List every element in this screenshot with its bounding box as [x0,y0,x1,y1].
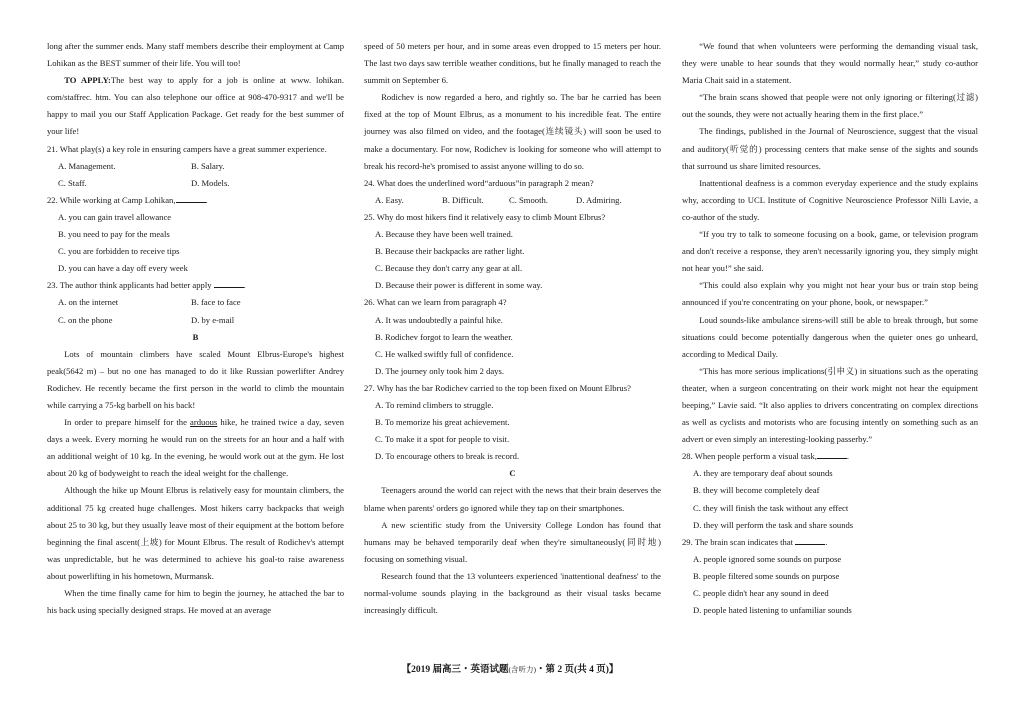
paragraph: Although the hike up Mount Elbrus is relatively easy for mountain climbers, the additional 75 kg created huge challenges. Most hikers carry backpacks that weigh about 25 to 30 kg, but they usually leave most of their equipment at the bottom before beginning the final ascent(上坡) for Mount Elbrus. The result of Rodichev's attempt was unpredictable, but he was determined to achieve his goal-to raise awareness about powerlifting in his hometown, Murmansk. [47,485,344,581]
paragraph: Rodichev is now regarded a hero, and rightly so. The bar he carried has been fixed at the top of Mount Elbrus, as a monument to his incredible feat. The entire journey was also filmed on video, and the footage(连续镜头) will soon be used to make a documentary. For now, Rodichev is looking for someone who will attempt to break his record-he's promised to assist anyone willing to do so. [364,92,661,171]
option: A. Management. [58,160,116,171]
option: A. on the internet [58,297,119,308]
option: C. To make it a spot for people to visit. [375,434,510,445]
option: D. Admiring. [576,194,622,205]
section-heading-b: B [192,331,199,342]
answer-blank [817,449,850,462]
footer-note: (含听力) [508,665,537,674]
option: D. To encourage others to break is record. [375,451,520,462]
question-text: 28. When people perform a visual task, [682,451,817,462]
paragraph: speed of 50 meters per hour, and in some areas even dropped to 15 meters per hour. The last two days saw terrible weather conditions, but he finally managed to reach the summit on September 6. [364,41,661,86]
answer-blank [795,535,828,547]
option: B. they will become completely deaf [693,485,820,496]
paragraph: “We found that when volunteers were performing the demanding visual task, they were unable to hear sounds that they would normally hear,” study co-author Maria Chait said in a statement. [682,41,978,86]
question-28 [682,448,978,465]
question-25: 25. Why do most hikers find it relatively easy to climb Mount Elbrus? [364,211,606,222]
question-27: 27. Why has the bar Rodichev carried to the top been fixed on Mount Elbrus? [364,382,631,393]
question-22 [47,192,344,209]
paragraph: “This has more serious implications(引申义) in situations such as the operating theater, when a surgeon concentrating on their work might not hear the equipment beeping,” Lavie said. “It also applies to drivers concentrating on complex directions as well as cyclists and motorists who are focusing intently on something such as an advert or even simply an interesting-looking passerby.” [682,365,978,445]
option: D. The journey only took him 2 days. [375,365,504,376]
option: B. Salary. [191,160,225,171]
option: B. Difficult. [442,194,484,205]
question-29 [682,534,978,551]
option: A. you can gain travel allowance [58,211,172,222]
option: B. Because their backpacks are rather light. [375,246,525,257]
options-row [47,158,344,175]
paragraph: Loud sounds-like ambulance sirens-will still be able to break through, but some situations could become potentially dangerous when the quieter ones go unheard, according to Medical Daily. [682,314,978,359]
option: A. It was undoubtedly a painful hike. [375,314,503,325]
options-row [47,294,344,311]
question-26: 26. What can we learn from paragraph 4? [364,297,507,308]
option: B. people filtered some sounds on purpose [693,570,840,581]
answer-blank [214,278,246,291]
option: D. by e-mail [191,314,235,325]
option: B. To memorize his great achievement. [375,417,510,428]
option: D. Because their power is different in some way. [375,280,543,291]
option: B. face to face [191,297,241,308]
paragraph-apply [47,72,344,140]
paragraph: Teenagers around the world can reject with the news that their brain deserves the blame when parents' orders go ignored while they tap on their smartphones. [364,485,661,513]
paragraph: “The brain scans showed that people were not only ignoring or filtering(过滤) out the sounds, they were not actually hearing them in the first place.” [682,92,978,120]
option: C. Because they don't carry any gear at all. [375,263,523,274]
option: C. on the phone [58,314,113,325]
option: C. Smooth. [509,194,548,205]
paragraph: long after the summer ends. Many staff members describe their employment at Camp Lohikan as the BEST summer of their life. You will too! [47,41,344,69]
option: D. Models. [191,177,230,188]
paragraph: Lots of mountain climbers have scaled Mount Elbrus-Europe's highest peak(5642 m) – but no one has managed to do it like Russian powerlifter Andrey Rodichev. He recently became the first person in the world to climb the mountain while carrying a 75-kg barbell on his back! [47,348,344,410]
question-24: 24. What does the underlined word“arduous”in paragraph 2 mean? [364,177,594,188]
page-footer [360,663,660,677]
paragraph: A new scientific study from the University College London has found that humans may be behaved temporarily deaf when they're simultaneously(同时地) focusing on something visual. [364,519,661,564]
option: D. they will perform the task and share sounds [693,519,854,530]
column-right [682,38,978,619]
question-21: 21. What play(s) a key role in ensuring campers have a great summer experience. [47,143,327,154]
apply-label: TO APPLY: [64,75,111,86]
text: In order to prepare himself for the [64,417,187,428]
underlined-word: arduous [190,417,218,428]
column-left [47,38,344,619]
option: C. Staff. [58,177,87,188]
question-23 [47,277,344,294]
option: A. they are temporary deaf about sounds [693,468,833,479]
text: hike, he trained twice a day, seven days a week. Every morning he would run on the streets for an hour and a half with an additional weight of 10 kg. In the evening, he would work out at the gym. He lost about 20 kg of bodyweight to reach the ideal weight for the challenge. [47,417,344,479]
question-end: . [825,536,828,547]
paragraph: “This could also explain why you might not hear your bus or train stop being announced if you're concentrating on your phone, book, or newspaper.” [682,280,978,308]
option: C. they will finish the task without any effect [693,502,849,513]
options-row [364,192,661,209]
paragraph [47,414,344,482]
question-end: . [205,194,208,205]
options-row [47,175,344,192]
column-middle [364,38,661,619]
option: A. Easy. [375,194,404,205]
option: A. people ignored some sounds on purpose [693,553,842,564]
paragraph: When the time finally came for him to begin the journey, he attached the bar to his back using specially designed straps. He moved at an average [47,588,344,616]
option: C. you are forbidden to receive tips [58,246,180,257]
question-end: . [243,280,246,291]
option: B. Rodichev forgot to learn the weather. [375,331,513,342]
section-heading-c: C [509,468,516,479]
paragraph: Inattentional deafness is a common everyday experience and the study explains why, according to UCL Institute of Cognitive Neuroscience Professor Nilli Lavie, a co-author of the study. [682,177,978,222]
footer-title: 【2019 届高三・英语试题 [401,665,509,675]
options-row [47,312,344,329]
option: A. Because they have been well trained. [375,229,513,240]
footer-page-number: ・第 2 页(共 4 页)】 [536,665,619,675]
option: A. To remind climbers to struggle. [375,399,494,410]
paragraph: The findings, published in the Journal of Neuroscience, suggest that the visual and auditory(听觉的) processing centers that make sense of the sights and sounds that surround us share limited resources. [682,126,978,171]
question-end: . [846,451,850,462]
option: C. people didn't hear any sound in deed [693,588,829,598]
paragraph: “If you try to talk to someone focusing on a book, game, or television program and don't receive a response, they aren't necessarily ignoring you, they simply might not hear you!” she said. [682,229,978,274]
question-text: 23. The author think applicants had better apply [47,280,212,291]
question-text: 29. The brain scan indicates that [682,536,794,547]
apply-text: The best way to apply for a job is online at www. lohikan. com/staffrec. htm. You can also telephone our office at 908-470-9317 and we'll be happy to mail you our Staff Application Package. Get ready for the best summer of your life! [47,75,344,137]
option: B. you need to pay for the meals [58,229,170,240]
question-text: 22. While working at Camp Lohikan, [47,194,176,205]
option: D. people hated listening to unfamiliar sounds [693,605,852,616]
option: C. He walked swiftly full of confidence. [375,348,514,359]
option: D. you can have a day off every week [58,263,188,274]
answer-blank [176,193,206,203]
paragraph: Research found that the 13 volunteers experienced 'inattentional deafness' to the normal-volume sounds playing in the background as their visual tasks became increasingly difficult. [364,570,661,616]
